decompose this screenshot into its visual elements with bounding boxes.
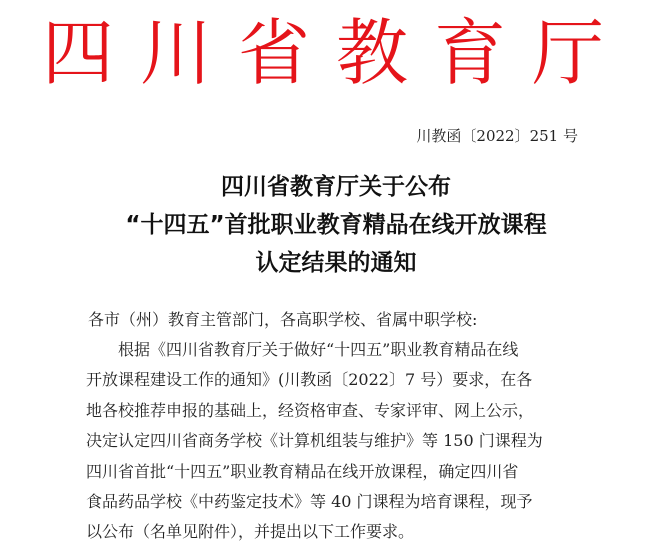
notice-title-line: 四川省教育厅关于公布 [221, 174, 451, 200]
body-paragraph [86, 335, 616, 548]
body-line: 食品药品学校《中药鉴定技术》等 40 门课程为培育课程，现予 [86, 492, 533, 512]
issuer-header: 四川省教育厅 [41, 11, 630, 95]
document-number: 川教函〔2022〕251 号 [416, 127, 578, 145]
notice-title [0, 168, 672, 282]
body-line: 根据《四川省教育厅关于做好“十四五”职业教育精品在线 [118, 340, 519, 359]
body-line: 四川省首批“十四五”职业教育精品在线开放课程，确定四川省 [86, 461, 519, 481]
notice-title-line: 认定结果的通知 [255, 250, 417, 276]
salutation: 各市（州）教育主管部门，各高职学校、省属中职学校: [88, 310, 478, 329]
body-line: 以公布（名单见附件），并提出以下工作要求。 [86, 522, 415, 542]
body-line: 开放课程建设工作的通知》(川教函〔2022〕7 号）要求，在各 [86, 370, 533, 390]
notice-title-line: “十四五”首批职业教育精品在线开放课程 [125, 212, 547, 238]
body-line: 决定认定四川省商务学校《计算机组装与维护》等 150 门课程为 [86, 431, 543, 451]
body-line: 地各校推荐申报的基础上，经资格审查、专家评审、网上公示， [86, 400, 535, 420]
